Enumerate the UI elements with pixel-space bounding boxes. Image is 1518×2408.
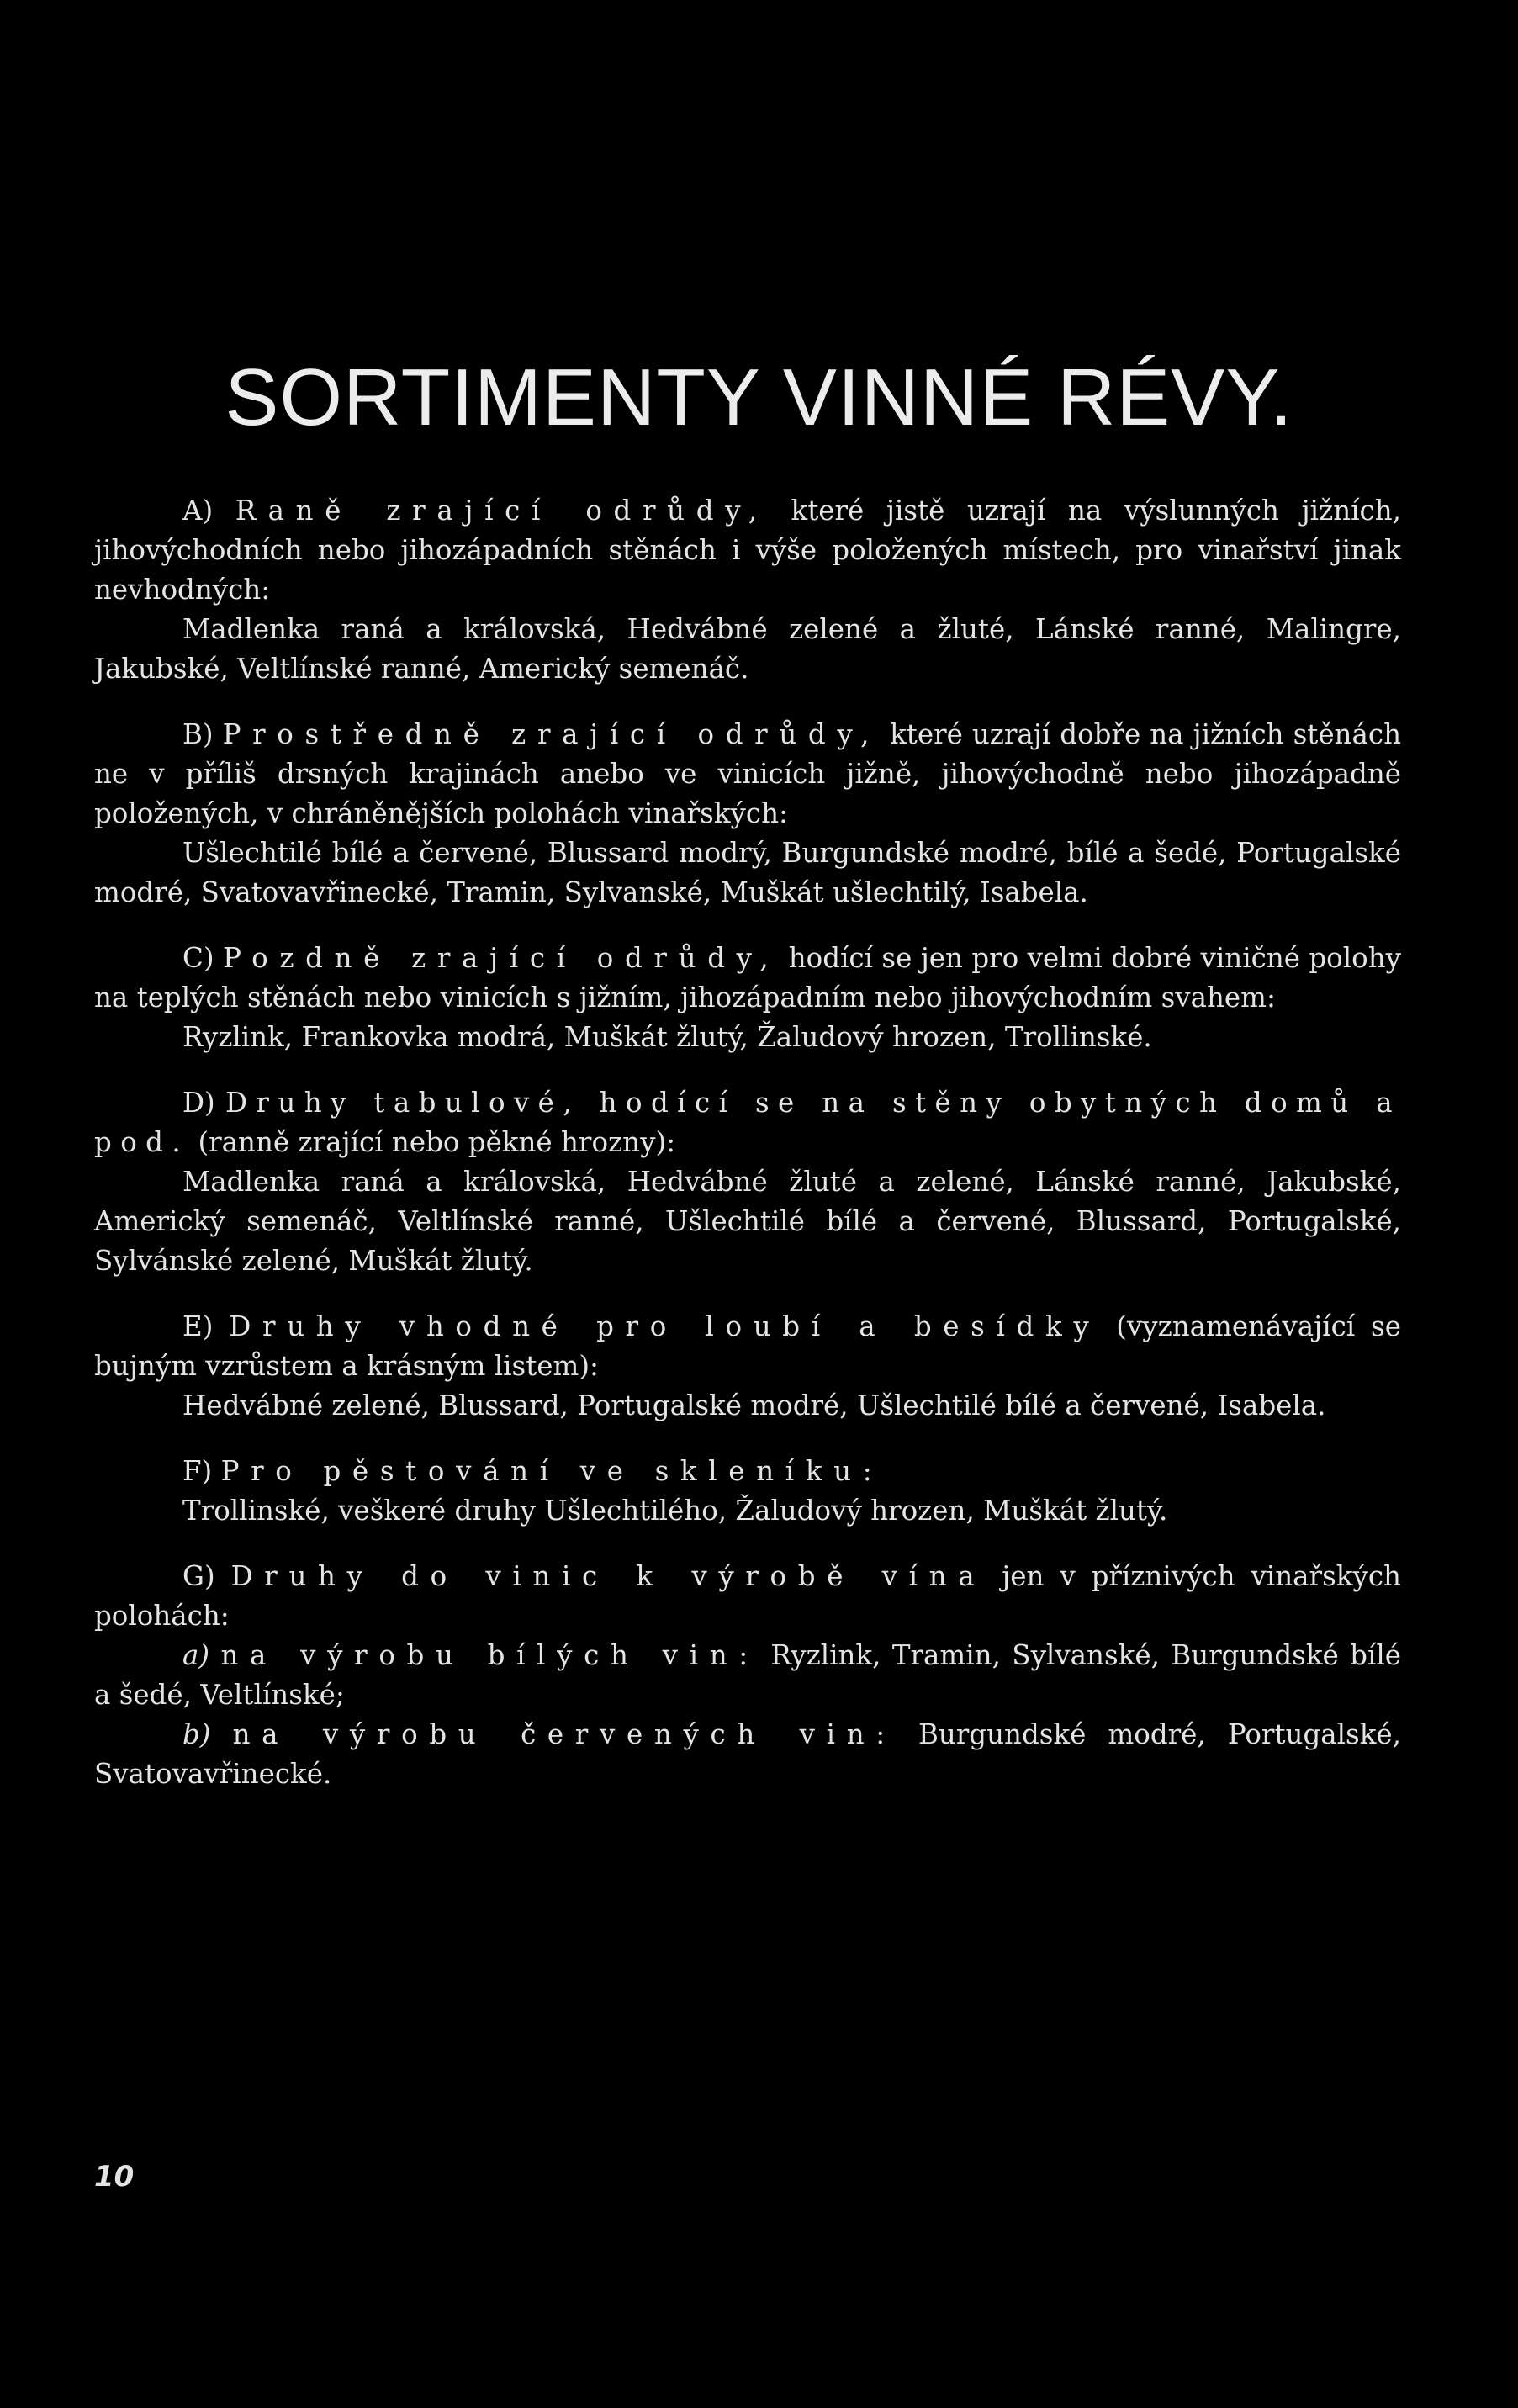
section-g-sub-b-text: Burgundské modré, Portugalské, Svatovavřinecké. — [94, 1718, 1401, 1790]
section-g-intro — [94, 1557, 1401, 1636]
section-e-list: Hedvábné zelené, Blussard, Portugalské modré, Ušlechtilé bílé a červené, Isabela. — [182, 1389, 1326, 1421]
section-e-text: (vyznamenávající se bujným vzrůstem a krásným listem): — [94, 1310, 1401, 1382]
section-g-sub-b-heading: na výrobu červených vin: — [232, 1718, 897, 1750]
section-e — [94, 1307, 1401, 1426]
section-b-intro — [94, 715, 1401, 834]
section-f-intro — [94, 1452, 1401, 1491]
page-number: 10 — [94, 2160, 135, 2194]
section-g-heading: Druhy do vinic k výrobě vína — [230, 1560, 986, 1592]
section-e-intro — [94, 1307, 1401, 1386]
section-g-sub-a-text: Ryzlink, Tramin, Sylvanské, Burgundské bílé a šedé, Veltlínské; — [94, 1639, 1401, 1711]
section-f-heading: Pro pěstování ve skleníku: — [220, 1455, 884, 1487]
section-f-list: Trollinské, veškeré druhy Ušlechtilého, Žaludový hrozen, Muškát žlutý. — [182, 1495, 1168, 1527]
section-e-letter: E) — [182, 1310, 214, 1342]
section-a-heading: Raně zrající odrůdy, — [235, 495, 769, 527]
section-c-letter: C) — [182, 942, 214, 974]
section-d-text: (ranně zrající nebo pěkné hrozny): — [198, 1126, 676, 1158]
section-f-letter: F) — [182, 1455, 213, 1487]
section-a-intro — [94, 491, 1401, 610]
section-d-heading: Druhy tabulové, hodící se na stěny obytných domů a pod. — [94, 1087, 1401, 1158]
section-a-letter: A) — [182, 495, 214, 527]
section-c-intro — [94, 939, 1401, 1018]
section-g — [94, 1557, 1401, 1794]
section-g-sub-b — [94, 1715, 1401, 1794]
section-b-list: Ušlechtilé bílé a červené, Blussard modrý, Burgundské modré, bílé a šedé, Portugalské modré, Svatovavřinecké, Tramin, Sylvanské, Muškát ušlechtilý, Isabela. — [94, 837, 1401, 908]
section-g-sub-a — [94, 1636, 1401, 1715]
document-body — [94, 491, 1401, 1820]
section-e-heading: Druhy vhodné pro loubí a besídky — [229, 1310, 1101, 1342]
section-b-letter: B) — [182, 718, 214, 750]
section-g-sub-b-mark: b) — [182, 1718, 211, 1750]
section-b-text: které uzrají dobře na jižních stěnách ne v příliš drsných krajinách anebo ve vinicích jižně, jihovýchodně nebo jihozápadně položených, v chráněnějších polohách vinařských: — [94, 718, 1401, 829]
section-d-letter: D) — [182, 1087, 215, 1119]
section-d-list: Madlenka raná a královská, Hedvábné žluté a zelené, Lánské ranné, Jakubské, Americký semenáč, Veltlínské ranné, Ušlechtilé bílé a červené, Blussard, Portugalské, Sylvánské zelené, Muškát žlutý. — [94, 1166, 1401, 1277]
section-c-text: hodící se jen pro velmi dobré viničné polohy na teplých stěnách nebo vinicích s jižním, jihozápadním nebo jihovýchodním svahem: — [94, 942, 1401, 1013]
section-g-sub-a-mark: a) — [182, 1639, 210, 1671]
section-f — [94, 1452, 1401, 1531]
section-d-intro — [94, 1083, 1401, 1162]
section-g-text: jen v příznivých vinařských polohách: — [94, 1560, 1401, 1632]
section-c-heading: Pozdně zrající odrůdy, — [222, 942, 780, 974]
section-a-list: Madlenka raná a královská, Hedvábné zelené a žluté, Lánské ranné, Malingre, Jakubské, Veltlínské ranné, Americký semenáč. — [94, 613, 1401, 685]
page-title: SORTIMENTY VINNÉ RÉVY. — [225, 352, 1293, 442]
section-c — [94, 939, 1401, 1057]
section-g-sub-a-heading: na výrobu bílých vin: — [220, 1639, 759, 1671]
section-a — [94, 491, 1401, 689]
section-b-heading: Prostředně zrající odrůdy, — [222, 718, 881, 750]
section-b — [94, 715, 1401, 913]
section-a-text: které jistě uzrají na výslunných jižních, jihovýchodních nebo jihozápadních stěnách i výše položených místech, pro vinařství jinak nevhodných: — [94, 495, 1401, 606]
section-d — [94, 1083, 1401, 1281]
section-g-letter: G) — [182, 1560, 215, 1592]
section-c-list: Ryzlink, Frankovka modrá, Muškát žlutý, Žaludový hrozen, Trollinské. — [182, 1021, 1152, 1053]
